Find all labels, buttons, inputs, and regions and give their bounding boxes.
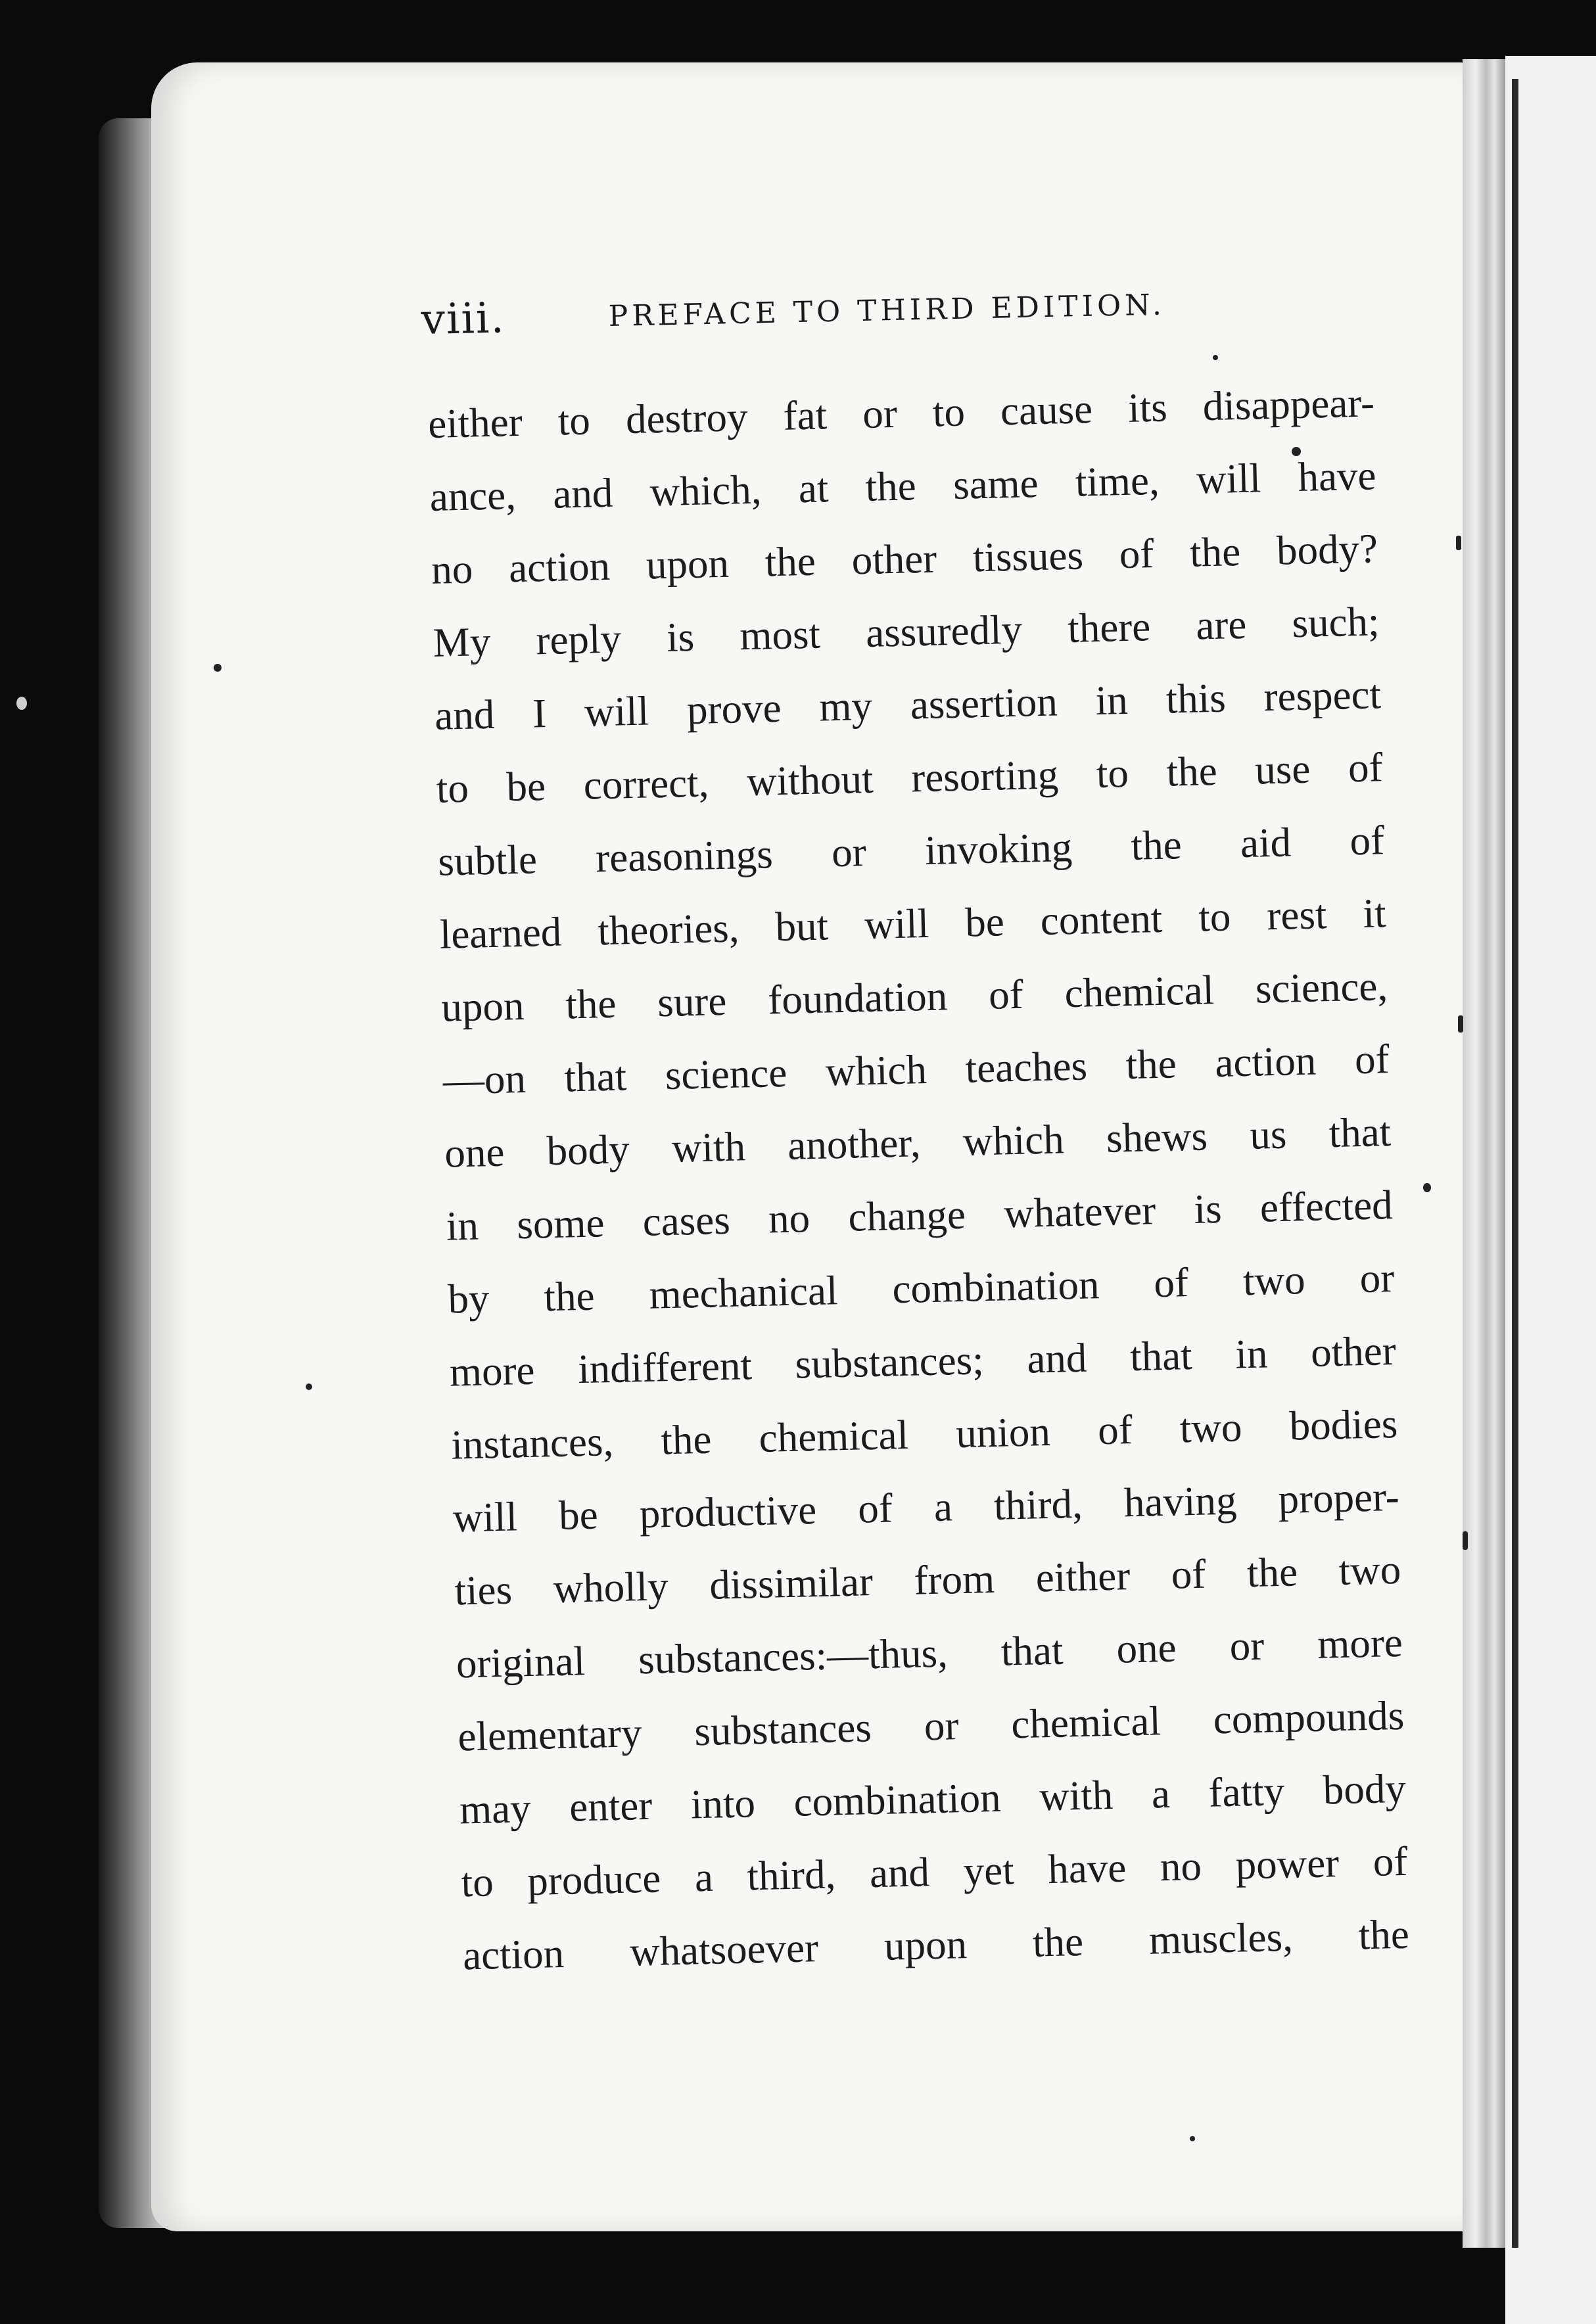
dust-speck — [1190, 2136, 1195, 2141]
text-line: action whatsoever upon the muscles, the — [462, 1911, 1410, 1979]
text-line: upon the sure foundation of chemical science, — [440, 963, 1388, 1031]
text-line: —on that science which teaches the action of — [442, 1036, 1390, 1104]
text-line: instances, the chemical union of two bodies — [450, 1400, 1398, 1468]
text-line: in some cases no change whatever is effected — [446, 1182, 1394, 1249]
dust-speck — [306, 1383, 312, 1390]
right-page-edge — [1463, 59, 1505, 2248]
dust-speck — [1458, 1015, 1463, 1033]
text-line: original substances:—thus, that one or more — [456, 1619, 1403, 1687]
text-line: more indifferent substances; and that in other — [449, 1327, 1397, 1395]
dust-speck — [1456, 536, 1461, 550]
dust-speck — [16, 697, 27, 710]
text-line: and I will prove my assertion in this respect — [434, 671, 1382, 739]
text-line: no action upon the other tissues of the body? — [431, 525, 1378, 593]
page-number: viii. — [421, 294, 506, 344]
text-line: to be correct, without resorting to the use of — [436, 744, 1384, 812]
text-line: ties wholly dissimilar from either of the two — [454, 1546, 1401, 1614]
body-text — [427, 366, 1410, 1992]
text-line: one body with another, which shews us that — [444, 1109, 1392, 1176]
text-line: will be productive of a third, having proper- — [452, 1473, 1400, 1541]
text-line: elementary substances or chemical compounds — [457, 1692, 1405, 1760]
next-page-margin — [1505, 56, 1596, 2324]
text-line: ance, and which, at the same time, will have — [429, 452, 1377, 520]
page-gutter-line — [1512, 79, 1518, 2248]
text-line: learned theories, but will be content to rest it — [439, 890, 1387, 958]
text-line: subtle reasonings or invoking the aid of — [437, 817, 1385, 885]
running-head-title: PREFACE TO THIRD EDITION. — [608, 288, 1166, 334]
text-line: by the mechanical combination of two or — [447, 1254, 1395, 1322]
dust-speck — [1423, 1183, 1431, 1192]
text-line: My reply is most assuredly there are such; — [433, 598, 1380, 666]
dust-speck — [1213, 355, 1218, 360]
dust-speck — [1463, 1531, 1468, 1550]
text-line: to produce a third, and yet have no power of — [460, 1838, 1409, 1906]
text-line: may enter into combination with a fatty body — [459, 1765, 1407, 1833]
dust-speck — [214, 664, 222, 672]
text-line: either to destroy fat or to cause its disappear- — [427, 379, 1375, 447]
